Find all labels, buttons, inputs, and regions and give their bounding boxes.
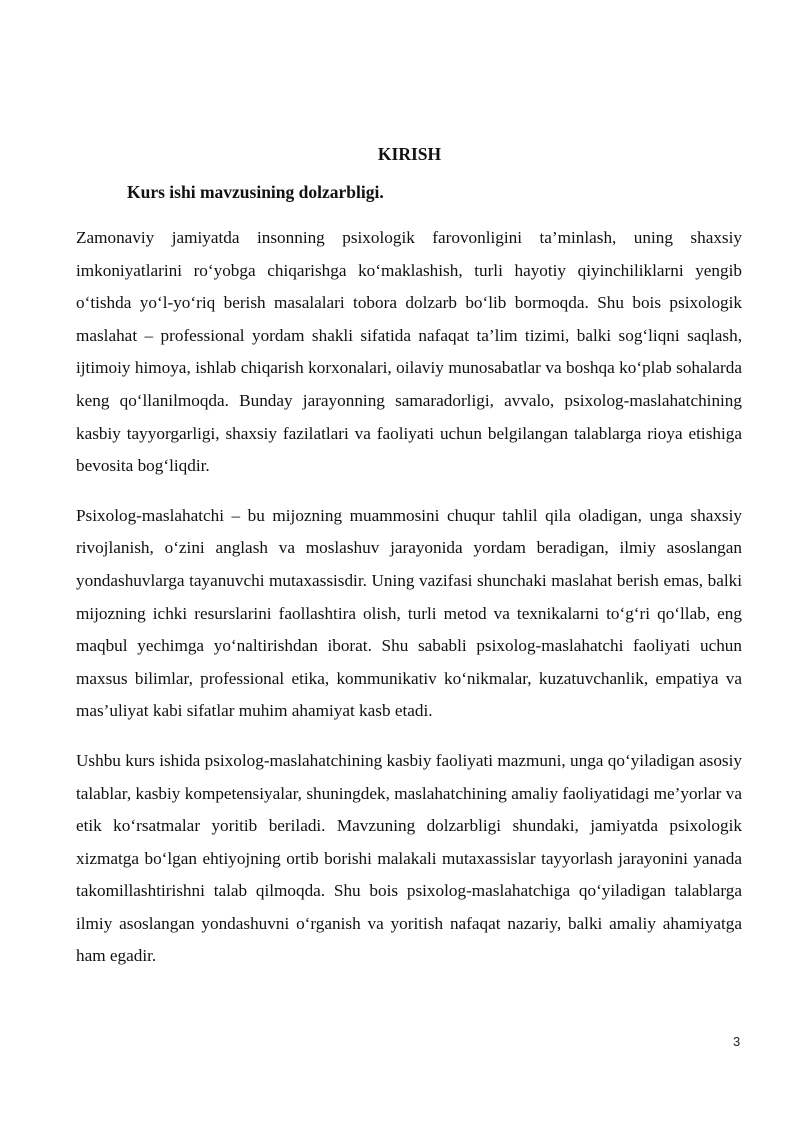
paragraph-1: Zamonaviy jamiyatda insonning psixologik farovonligini ta’minlash, uning shaxsiy imkoniyatlarini ro‘yobga chiqarishga ko‘maklashish, turli hayotiy qiyinchiliklarni yengib o‘tishda yo‘l-yo‘riq berish masalalari tobora dolzarb bo‘lib bormoqda. Shu bois psixologik maslahat – professional yordam shakli sifatida nafaqat ta’lim tizimi, balki sog‘liqni saqlash, ijtimoiy himoya, ishlab chiqarish korxonalari, oilaviy munosabatlar va boshqa ko‘plab sohalarda keng qo‘llanilmoqda. Bunday jarayonning samaradorligi, avvalo, psixolog-maslahatchining kasbiy tayyorgarligi, shaxsiy fazilatlari va faoliyati uchun belgilangan talablarga rioya etishiga bevosita bog‘liqdir. <box>76 228 742 476</box>
paragraph-3: Ushbu kurs ishida psixolog-maslahatchining kasbiy faoliyati mazmuni, unga qo‘yiladigan asosiy talablar, kasbiy kompetensiyalar, shuningdek, maslahatchining amaliy faoliyatidagi me’yorlar va etik ko‘rsatmalar yoritib beriladi. Mavzuning dolzarbligi shundaki, jamiyatda psixologik xizmatga bo‘lgan ehtiyojning ortib borishi malakali mutaxassislar tayyorlash jarayonini yanada takomillashtirishni talab qilmoqda. Shu bois psixolog-maslahatchiga qo‘yiladigan talablarga ilmiy asoslangan yondashuvni o‘rganish va yoritish nafaqat nazariy, balki amaliy ahamiyatga ham egadir. <box>76 750 742 966</box>
section-subtitle: Kurs ishi mavzusining dolzarbligi. <box>127 182 384 202</box>
paragraph-2: Psixolog-maslahatchi – bu mijozning muammosini chuqur tahlil qila oladigan, unga shaxsiy rivojlanish, o‘zini anglash va moslashuv jarayonida yordam beradigan, ilmiy asoslangan yondashuvlarga tayanuvchi mutaxassisdir. Uning vazifasi shunchaki maslahat berish emas, balki mijozning ichki resurslarini faollashtira olish, turli metod va texnikalarni to‘g‘ri qo‘llab, eng maqbul yechimga yo‘naltirishdan iborat. Shu sababli psixolog-maslahatchi faoliyati uchun maxsus bilimlar, professional etika, kommunikativ ko‘nikmalar, kuzatuvchanlik, empatiya va mas’uliyat kabi sifatlar muhim ahamiyat kasb etadi. <box>76 505 742 721</box>
document-body <box>76 222 742 990</box>
page-number: 3 <box>733 1034 741 1049</box>
section-title: KIRISH <box>377 144 442 164</box>
